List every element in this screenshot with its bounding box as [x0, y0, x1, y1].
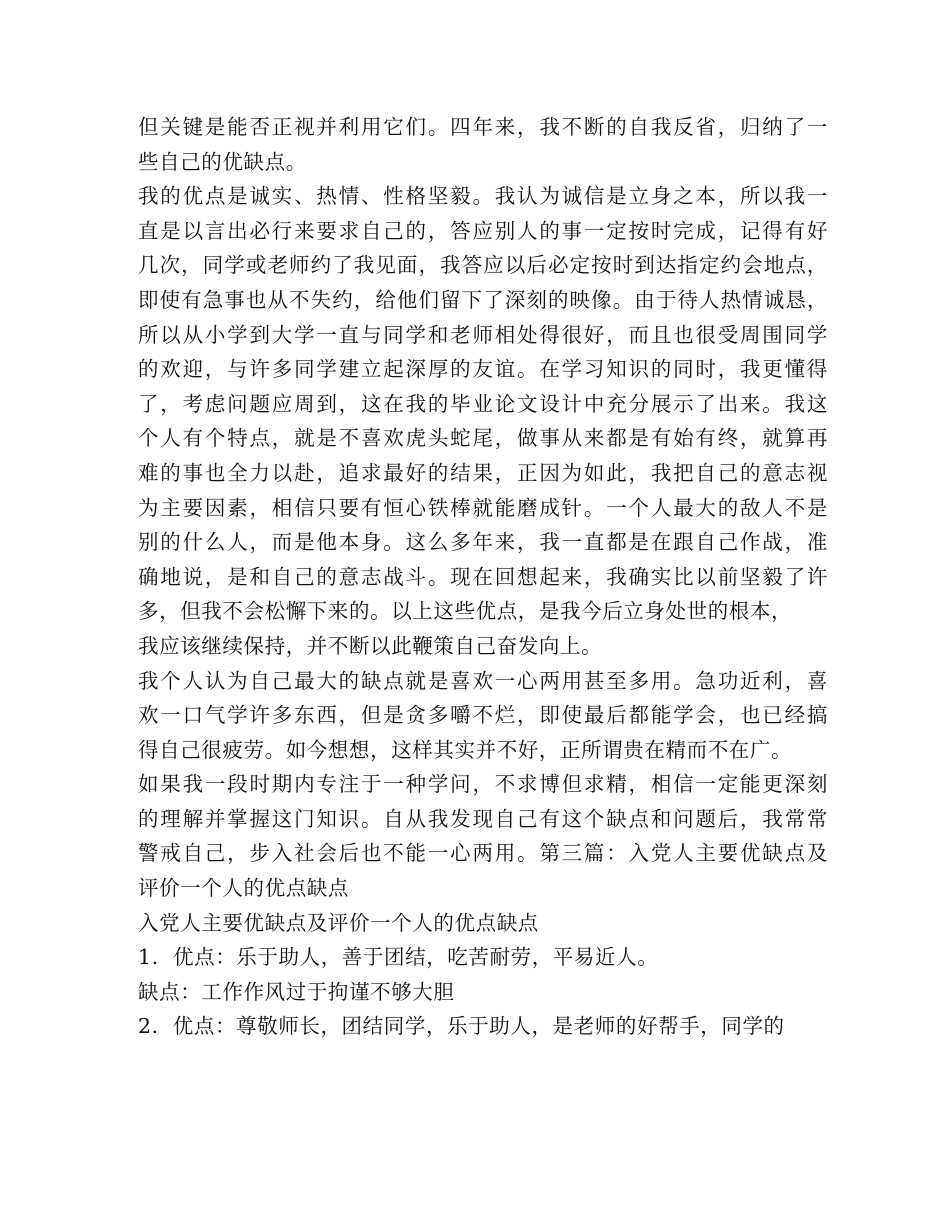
text-line: 欢一口气学许多东西，但是贪多嚼不烂，即使最后都能学会，也已经搞 — [138, 703, 828, 728]
text-line: 我的优点是诚实、热情、性格坚毅。我认为诚信是立身之本，所以我一 — [138, 184, 828, 209]
text-line: 我个人认为自己最大的缺点就是喜欢一心两用甚至多用。急功近利，喜 — [138, 668, 828, 693]
text-line: 但关键是能否正视并利用它们。四年来，我不断的自我反省，归纳了一 — [138, 115, 828, 139]
text-line: 几次，同学或老师约了我见面，我答应以后必定按时到达指定约会地点， — [138, 253, 828, 278]
text-line: 的欢迎，与许多同学建立起深厚的友谊。在学习知识的同时，我更懂得 — [138, 357, 828, 382]
text-line: 难的事也全力以赴，追求最好的结果，正因为如此，我把自己的意志视 — [138, 460, 828, 485]
text-line: 别的什么人，而是他本身。这么多年来，我一直都是在跟自己作战，准 — [138, 530, 828, 555]
text-line: 缺点：工作作风过于拘谨不够大胆 — [138, 979, 455, 1004]
text-line: 警戒自己，步入社会后也不能一心两用。第三篇：入党人主要优缺点及 — [138, 841, 828, 866]
text-line: 2．优点：尊敬师长，团结同学，乐于助人，是老师的好帮手，同学的 — [138, 1014, 785, 1039]
text-line: 为主要因素，相信只要有恒心铁棒就能磨成针。一个人最大的敌人不是 — [138, 495, 828, 520]
text-line: 如果我一段时期内专注于一种学问，不求博但求精，相信一定能更深刻 — [138, 772, 828, 797]
text-line: 个人有个特点，就是不喜欢虎头蛇尾，做事从来都是有始有终，就算再 — [138, 426, 828, 451]
text-line: 确地说，是和自己的意志战斗。现在回想起来，我确实比以前坚毅了许 — [138, 564, 828, 589]
text-line: 直是以言出必行来要求自己的，答应别人的事一定按时完成，记得有好 — [138, 218, 828, 243]
text-line: 了，考虑问题应周到，这在我的毕业论文设计中充分展示了出来。我这 — [138, 391, 828, 416]
text-line: 入党人主要优缺点及评价一个人的优点缺点 — [138, 910, 539, 935]
text-line: 1. 优点：乐于助人，善于团结，吃苦耐劳，平易近人。 — [138, 945, 659, 970]
text-line: 的理解并掌握这门知识。自从我发现自己有这个缺点和问题后，我常常 — [138, 806, 828, 831]
text-line: 评价一个人的优点缺点 — [138, 876, 349, 901]
text-line: 些自己的优缺点。 — [138, 149, 307, 174]
text-line: 得自己很疲劳。如今想想，这样其实并不好，正所谓贵在精而不在广。 — [138, 737, 793, 762]
text-line: 多，但我不会松懈下来的。以上这些优点，是我今后立身处世的根本， — [138, 599, 793, 624]
text-line: 我应该继续保持，并不断以此鞭策自己奋发向上。 — [138, 633, 603, 658]
text-line: 所以从小学到大学一直与同学和老师相处得很好，而且也很受周围同学 — [138, 322, 828, 347]
text-line: 即使有急事也从不失约，给他们留下了深刻的映像。由于待人热情诚恳， — [138, 287, 828, 312]
document-page — [138, 110, 828, 1044]
